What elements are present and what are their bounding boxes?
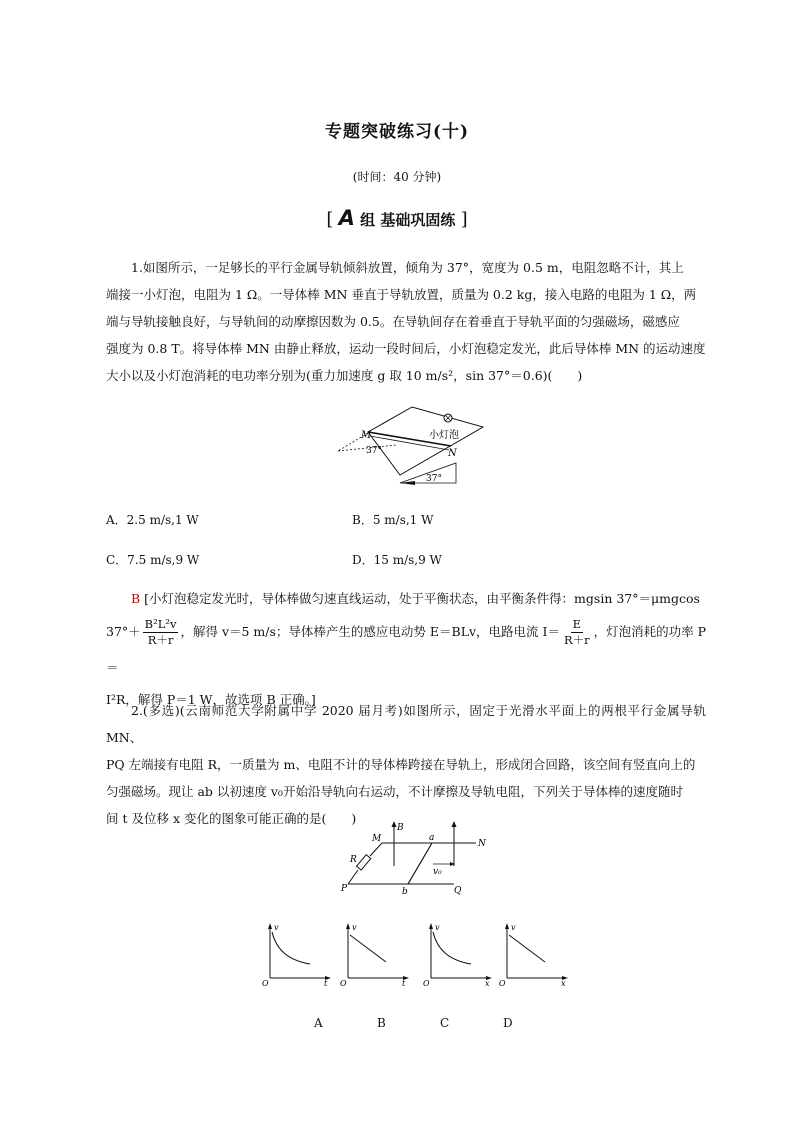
- graph-curve: [272, 932, 310, 964]
- angle-right-label: 37°: [426, 474, 442, 484]
- wedge-fill: [400, 481, 415, 485]
- solution-text-2a: 37°＋: [106, 624, 141, 639]
- rod-ab: [408, 843, 432, 884]
- y-axis-label: v: [435, 923, 440, 932]
- question-2-line: PQ 左端接有电阻 R，一质量为 m、电阻不计的导体棒跨接在导轨上，形成闭合回路，该空间有竖直向上的: [106, 757, 696, 772]
- y-axis-label: v: [352, 923, 357, 932]
- origin-label: O: [262, 979, 269, 986]
- fraction-numerator: E: [572, 617, 581, 631]
- solution-line-2: [106, 614, 706, 686]
- angle-left-label: 37°: [366, 446, 382, 456]
- group-letter: A: [338, 206, 355, 230]
- label-n: N: [478, 839, 486, 849]
- horizontal-rails-figure: [336, 820, 496, 900]
- fraction-numerator: B²L²v: [144, 617, 177, 631]
- graph-a: [262, 920, 334, 986]
- group-bracket-open: [: [326, 209, 334, 230]
- y-axis-label: v: [511, 923, 516, 932]
- question-2-line: 2.(多选)(云南师范大学附属中学 2020 届月考)如图所示，固定于光滑水平面上的两根平行金属导轨 MN、: [106, 703, 706, 745]
- question-1-line: 端接一小灯泡，电阻为 1 Ω。一导体棒 MN 垂直于导轨放置，质量为 0.2 kg，接入电路的电阻为 1 Ω，两: [106, 287, 697, 302]
- question-2-text: [106, 697, 706, 832]
- label-a: a: [429, 833, 435, 843]
- y-axis-arrow: [505, 923, 509, 929]
- y-axis-label: v: [274, 923, 279, 932]
- label-b: b: [402, 887, 408, 897]
- question-1-solution: [106, 585, 706, 713]
- group-label: 组 基础巩固练: [360, 211, 456, 229]
- label-n: N: [448, 448, 457, 459]
- solution-line-1: [106, 585, 706, 612]
- lamp-label: 小灯泡: [429, 430, 459, 441]
- origin-label: O: [499, 979, 506, 986]
- y-axis-arrow: [429, 923, 433, 929]
- solution-line-3: I²R，解得 P＝1 W，故选项 B 正确。]: [106, 692, 316, 707]
- graph-letter-b[interactable]: B: [377, 1016, 386, 1030]
- origin-label: O: [423, 979, 430, 986]
- graph-letter-a[interactable]: A: [314, 1016, 323, 1030]
- question-1-text: [106, 254, 706, 389]
- question-1-line: 强度为 0.8 T。将导体棒 MN 由静止释放，运动一段时间后，小灯泡稳定发光，此后导体棒 MN 的运动速度: [106, 341, 706, 356]
- resistor-icon: [357, 855, 371, 870]
- answer-letter: B: [131, 591, 141, 606]
- group-bracket-close: ]: [460, 209, 468, 230]
- label-p: P: [341, 884, 348, 894]
- y-axis-arrow: [346, 923, 350, 929]
- x-axis-label: t: [402, 979, 406, 986]
- question-2-line: 间 t 及位移 x 变化的图象可能正确的是( ): [106, 811, 357, 826]
- question-2-line: 匀强磁场。现让 ab 以初速度 v₀开始沿导轨向右运动，不计摩擦及导轨电阻，下列关于导体棒的速度随时: [106, 784, 683, 799]
- fraction-bl-v: [143, 617, 179, 648]
- page-title: 专题突破练习(十): [324, 122, 470, 142]
- label-v0: v₀: [433, 867, 442, 877]
- solution-text-1: [小灯泡稳定发光时，导体棒做匀速直线运动，处于平衡状态，由平衡条件得：mgsin 37°＝μmgcos: [144, 591, 700, 606]
- fraction-e-r: [562, 617, 592, 648]
- group-heading: [0, 206, 794, 230]
- inclined-rails-figure: [330, 405, 500, 487]
- graph-line: [350, 935, 386, 962]
- option-a[interactable]: A．2.5 m/s,1 W: [106, 513, 199, 527]
- label-m: M: [361, 430, 372, 441]
- graph-letter-d[interactable]: D: [503, 1016, 513, 1030]
- label-r: R: [350, 855, 357, 865]
- fraction-denominator: R＋r: [147, 633, 174, 647]
- question-1-line: 1.如图所示，一足够长的平行金属导轨倾斜放置，倾角为 37°，宽度为 0.5 m，电阻忽略不计，其上: [131, 260, 684, 275]
- label-q: Q: [454, 886, 462, 896]
- option-b[interactable]: B．5 m/s,1 W: [352, 513, 434, 527]
- x-axis-label: x: [561, 979, 566, 986]
- origin-label: O: [340, 979, 347, 986]
- option-c[interactable]: C．7.5 m/s,9 W: [106, 553, 200, 567]
- graph-line: [509, 935, 545, 962]
- label-b-field: B: [397, 823, 404, 833]
- graph-curve: [433, 932, 471, 964]
- option-d[interactable]: D．15 m/s,9 W: [352, 553, 442, 567]
- question-1-line: 大小以及小灯泡消耗的电功率分别为(重力加速度 g 取 10 m/s²，sin 37°＝0.6)( ): [106, 368, 583, 383]
- question-1-line: 端与导轨接触良好，与导轨间的动摩擦因数为 0.5。在导轨间存在着垂直于导轨平面的匀强磁场，磁感应: [106, 314, 680, 329]
- solution-text-2c: ，灯泡消耗的功率 P＝: [106, 624, 707, 675]
- time-note: (时间：40 分钟): [352, 170, 442, 184]
- graph-letter-c[interactable]: C: [440, 1016, 450, 1030]
- fraction-denominator: R＋r: [563, 633, 590, 647]
- x-axis-label: x: [485, 979, 490, 986]
- label-m: M: [372, 834, 382, 844]
- graph-c: [423, 920, 495, 986]
- x-axis-label: t: [324, 979, 328, 986]
- graph-d: [499, 920, 571, 986]
- y-axis-arrow: [268, 923, 272, 929]
- solution-text-2b: ，解得 v＝5 m/s；导体棒产生的感应电动势 E＝BLv，电路电流 I＝: [180, 624, 560, 639]
- graph-b: [340, 920, 412, 986]
